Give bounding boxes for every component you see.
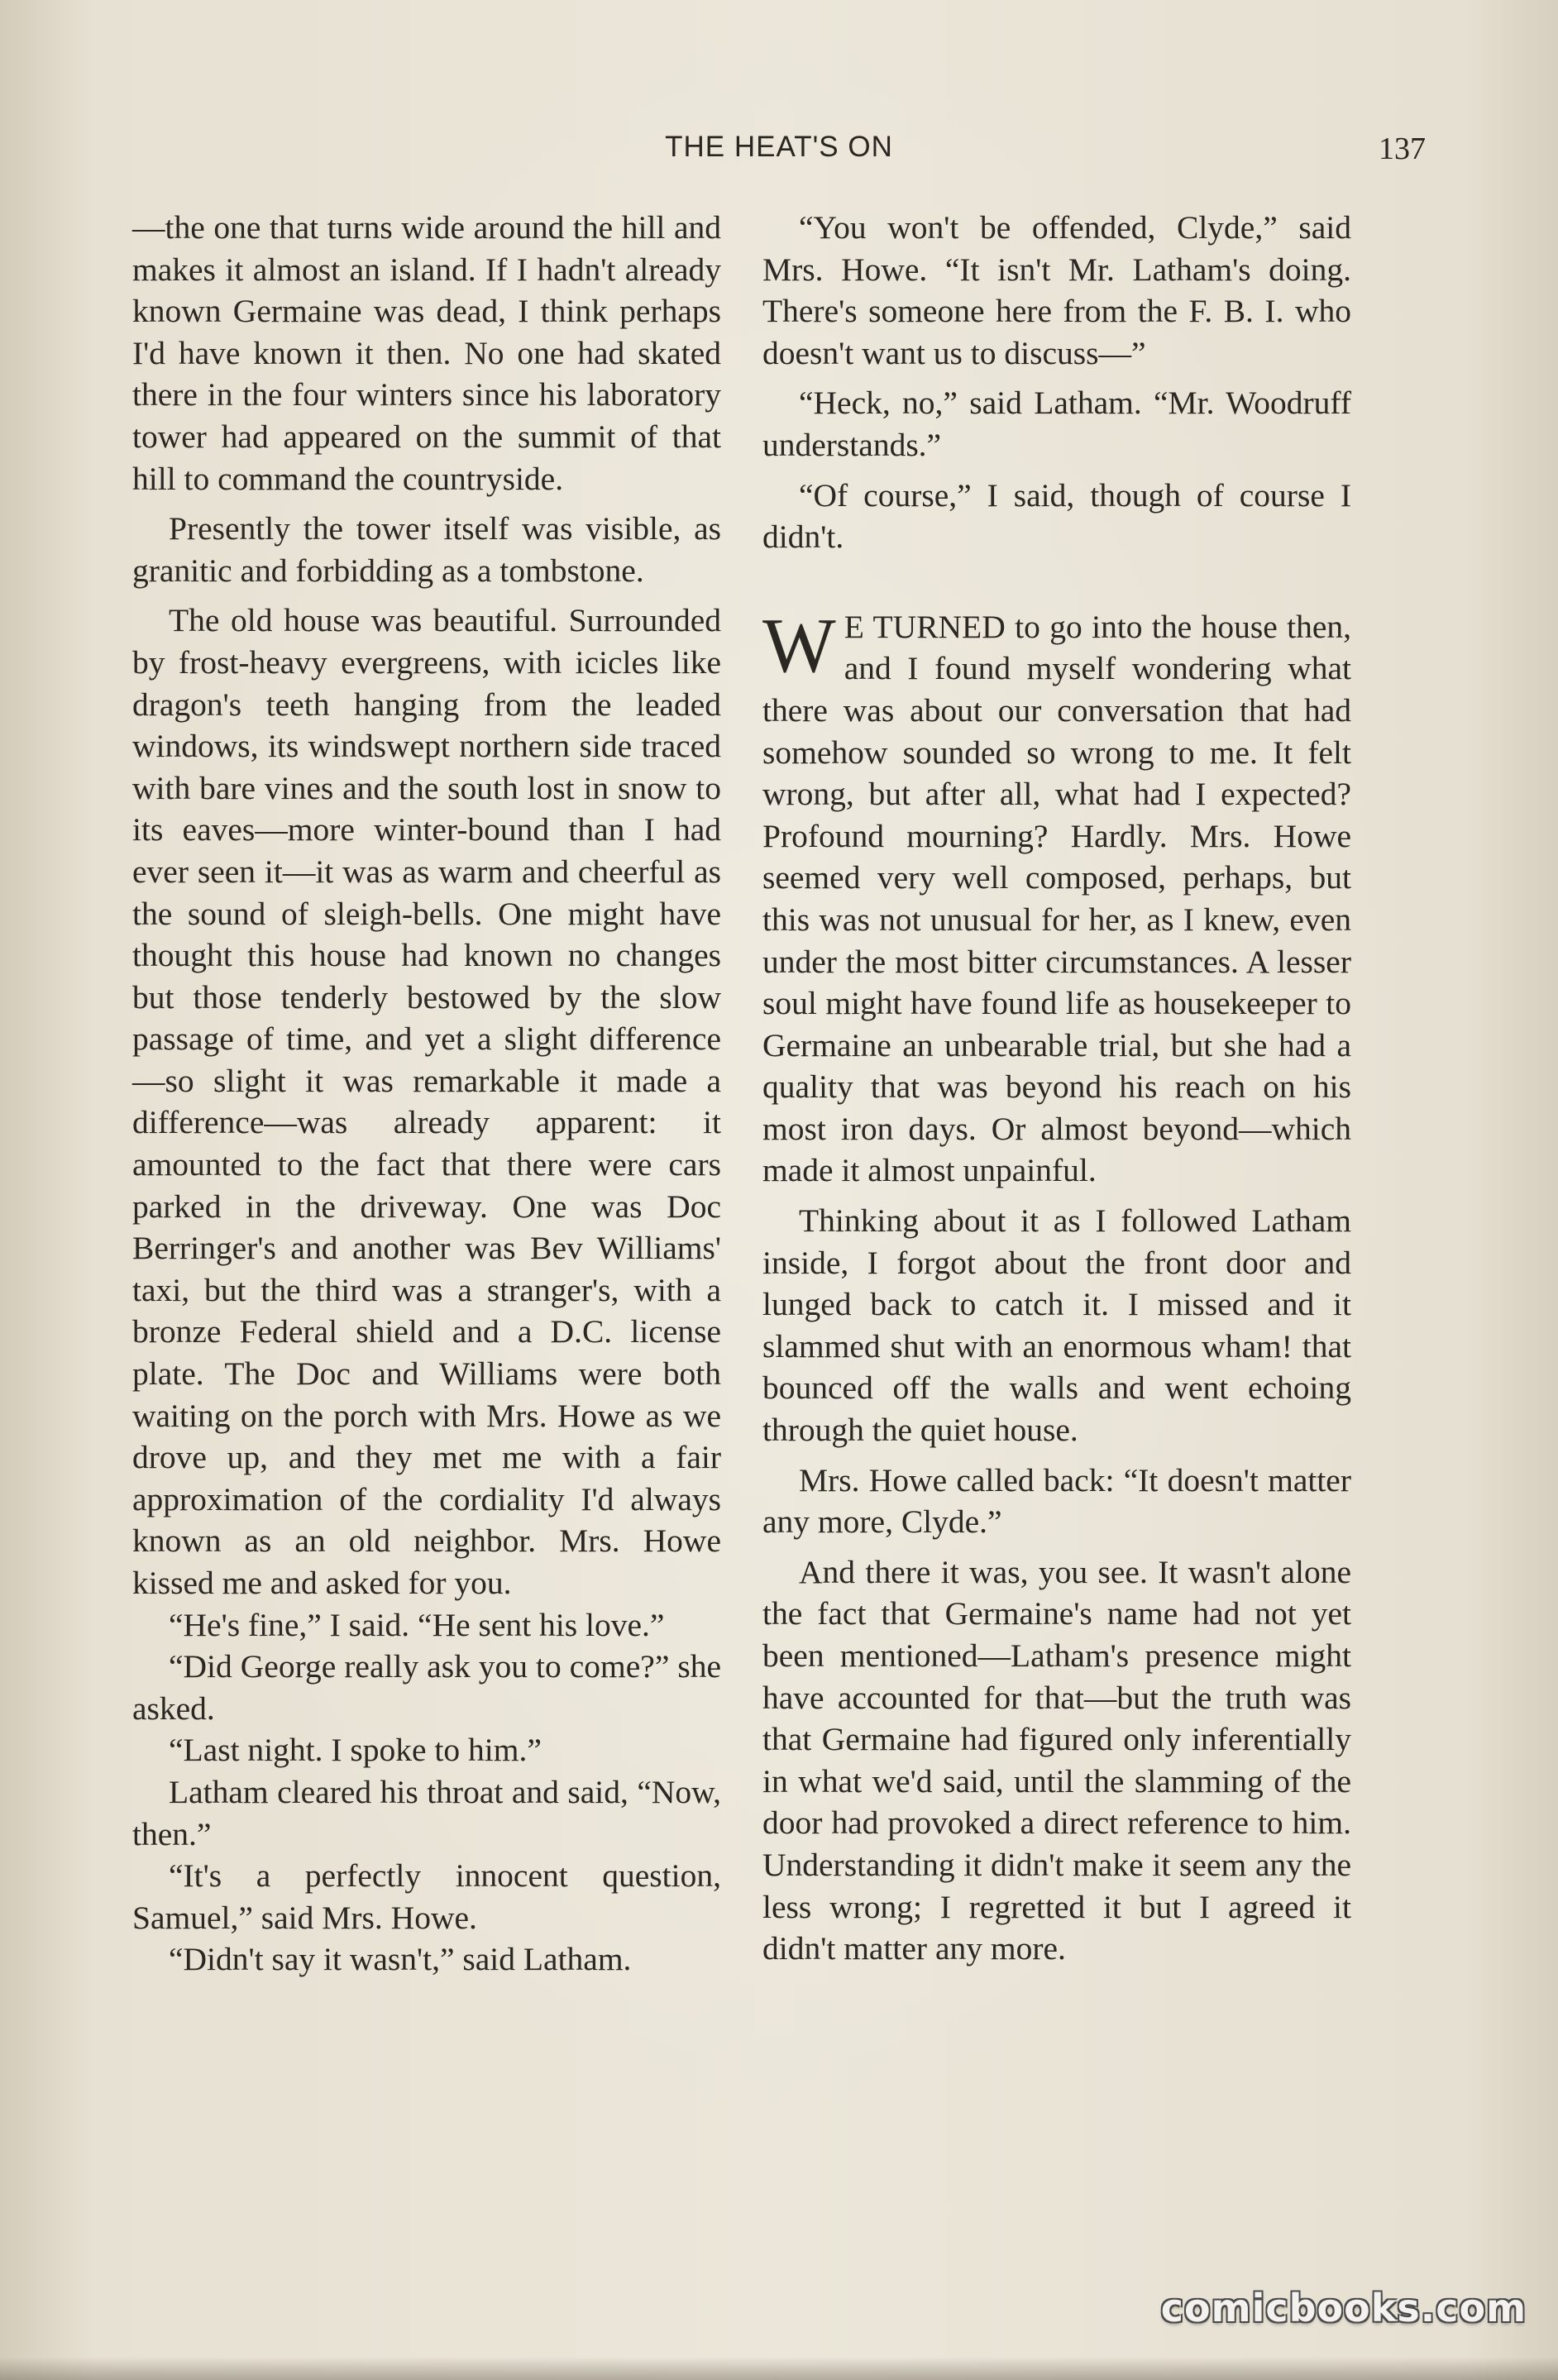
section-opening-paragraph	[762, 602, 1351, 1192]
paragraph: Presently the tower itself was visible, as granitic and forbidding as a tombstone.	[132, 510, 721, 589]
paragraph: The old house was beautiful. Surrounded by frost-heavy evergreens, with icicles like dragon's teeth hanging from the leaded windows, its windswept northern side traced with bare vines and the south lost in snow to its eaves—more winter-bound than I had ever seen it—it was as warm and cheerful as the sound of sleigh-bells. One might have thought this house had known no changes but those tenderly bestowed by the slow passage of time, and yet a slight difference—so slight it was remarkable it made a difference—was already apparent: it amounted to the fact that there were cars parked in the driveway. One was Doc Berringer's and another was Bev Williams' taxi, but the third was a stranger's, with a bronze Federal shield and a D.C. license plate. The Doc and Williams were both waiting on the porch with Mrs. Howe as we drove up, and they met me with a fair approximation of the cordiality I'd always known as an old neighbor. Mrs. Howe kissed me and asked for you.	[132, 602, 721, 1601]
left-column	[132, 207, 721, 1981]
paragraph: “Didn't say it wasn't,” said Latham.	[169, 1941, 632, 1978]
page-number: 137	[1379, 131, 1426, 166]
paragraph: “Of course,” I said, though of course I didn't.	[762, 476, 1351, 556]
paragraph: “Heck, no,” said Latham. “Mr. Woodruff understands.”	[762, 385, 1351, 463]
paragraph: Thinking about it as I followed Latham inside, I forgot about the front door and lunged back to catch it. I missed and it slammed shut with an enormous wham! that bounced off the walls and went echoing through the quiet house.	[762, 1202, 1351, 1449]
site-watermark: comicbooks.com	[1160, 2286, 1527, 2330]
paragraph: “You won't be offended, Clyde,” said Mrs. Howe. “It isn't Mr. Latham's doing. There's someone here from the F. B. I. who doesn't want us to discuss—”	[762, 209, 1351, 371]
section-lead-in: E TURNED to go into the house then, and I found myself wondering what there was about our conversation that had somehow sounded so wrong to me. It felt wrong, but after all, what had I expected? Profound mourning? Hardly. Mrs. Howe seemed very well composed, perhaps, but this was not unusual for her, as I knew, even under the most bitter circumstances. A lesser soul might have found life as housekeeper to Germaine an unbearable trial, but she had a quality that was beyond his reach on his most iron days. Or almost beyond—which made it almost unpainful.	[762, 608, 1351, 1189]
page-edge-shadow	[0, 2357, 1558, 2380]
paragraph: “Did George really ask you to come?” she asked.	[132, 1648, 721, 1727]
paragraph: Mrs. Howe called back: “It doesn't matter any more, Clyde.”	[762, 1461, 1351, 1541]
paragraph: Latham cleared his throat and said, “Now, then.”	[132, 1773, 721, 1852]
paragraph: “It's a perfectly innocent question, Samuel,” said Mrs. Howe.	[132, 1857, 721, 1936]
page-header	[132, 131, 1426, 177]
running-title: THE HEAT'S ON	[665, 131, 893, 163]
drop-cap: W	[762, 602, 836, 689]
right-column	[762, 207, 1351, 1970]
paragraph: —the one that turns wide around the hill and makes it almost an island. If I hadn't already known Germaine was dead, I think perhaps I'd have known it then. No one had skated there in the four winters since his laboratory tower had appeared on the summit of that hill to command the countryside.	[132, 209, 721, 497]
paragraph: “He's fine,” I said. “He sent his love.”	[169, 1606, 665, 1643]
paragraph: “Last night. I spoke to him.”	[169, 1732, 542, 1769]
paragraph: And there it was, you see. It wasn't alone the fact that Germaine's name had not yet been mentioned—Latham's presence might have accounted for that—but the truth was that Germaine had figured only inferentially in what we'd said, until the slamming of the door had provoked a direct reference to him. Understanding it didn't make it seem any the less wrong; I regretted it but I agreed it didn't matter any more.	[762, 1553, 1351, 1967]
